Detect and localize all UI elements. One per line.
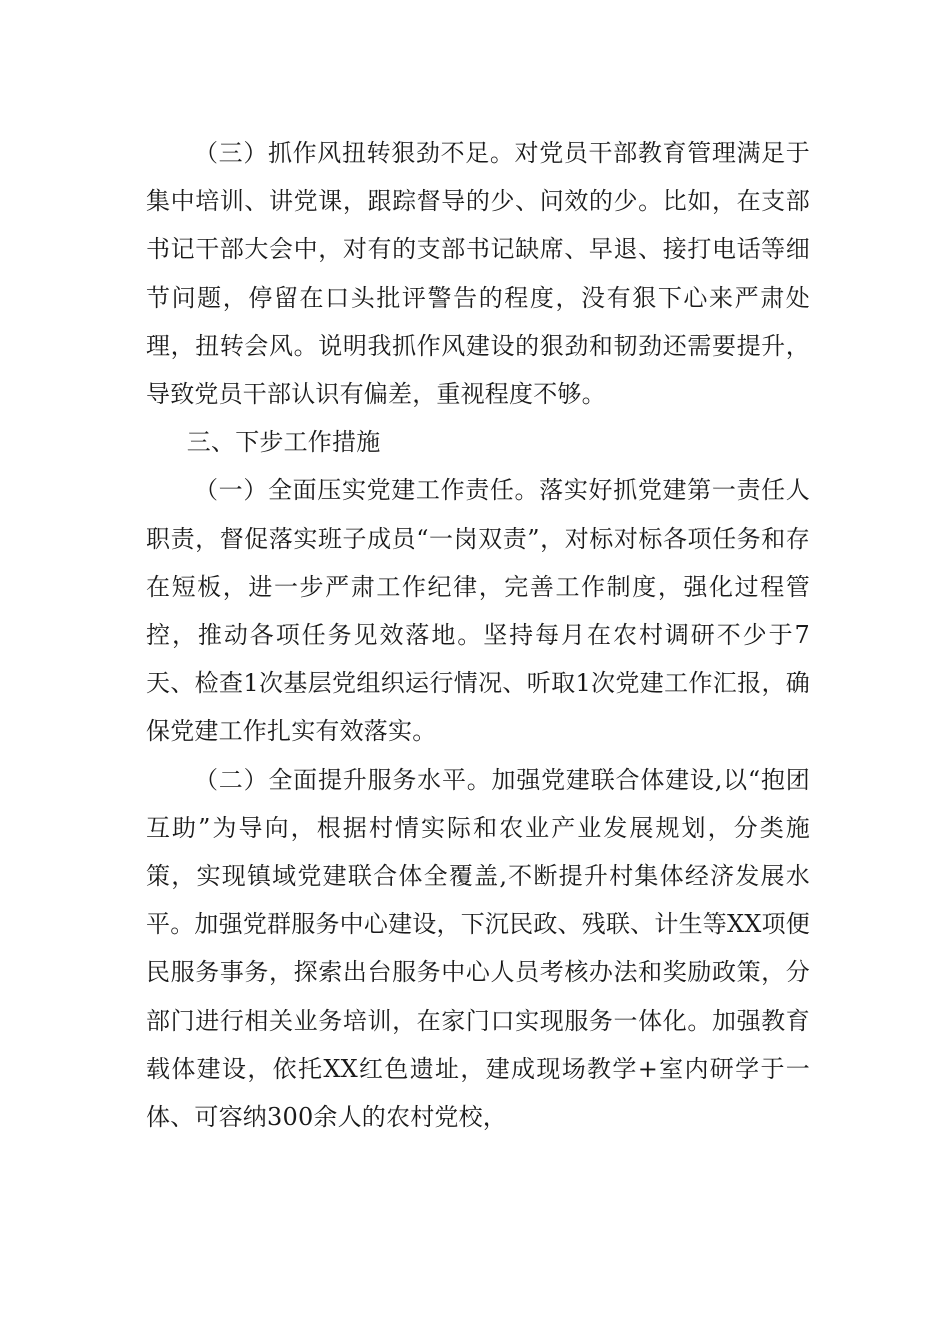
section-heading-next-steps: 三、下步工作措施	[186, 428, 381, 457]
paragraph-style-rectification: （三）抓作风扭转狠劲不足。对党员干部教育管理满足于集中培训、讲党课，跟踪督导的少、问效的少。比如，在支部书记干部大会中，对有的支部书记缺席、早退、接打电话等细节问题，停留在口头批评警告的程度，没有狠下心来严肃处理，扭转会风。说明我抓作风建设的狠劲和韧劲还需要提升，导致党员干部认识有偏差，重视程度不够。	[146, 139, 810, 409]
paragraph-service-level: （二）全面提升服务水平。加强党建联合体建设,以“抱团互助”为导向，根据村情实际和农业产业发展规划，分类施策，实现镇域党建联合体全覆盖,不断提升村集体经济发展水平。加强党群服务中心建设，下沉民政、残联、计生等XX项便民服务事务，探索出台服务中心人员考核办法和奖励政策，分部门进行相关业务培训，在家门口实现服务一体化。加强教育载体建设，依托XX红色遗址，建成现场教学+室内研学于一体、可容纳300余人的农村党校，	[146, 765, 810, 1132]
document-body	[146, 129, 810, 1141]
paragraph-party-building-responsibility: （一）全面压实党建工作责任。落实好抓党建第一责任人职责，督促落实班子成员“一岗双责”，对标对标各项任务和存在短板，进一步严肃工作纪律，完善工作制度，强化过程管控，推动各项任务见效落地。坚持每月在农村调研不少于7天、检查1次基层党组织运行情况、听取1次党建工作汇报，确保党建工作扎实有效落实。	[146, 476, 810, 746]
